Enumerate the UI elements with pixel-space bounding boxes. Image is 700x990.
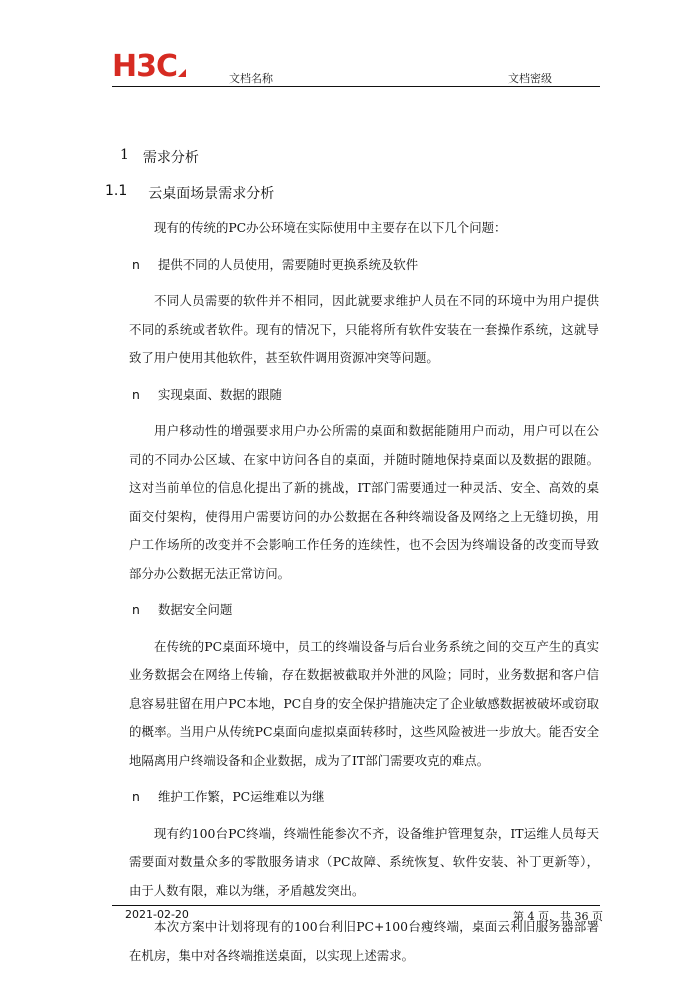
section-heading-1: [120, 147, 199, 167]
bullet-title: 实现桌面、数据的跟随: [158, 386, 282, 402]
paragraph: 不同人员需要的软件并不相同，因此就要求维护人员在不同的环境中为用户提供不同的系统或者软件。现有的情况下，只能将所有软件安装在一套操作系统，这就导致了用户使用其他软件，甚至软件调用资源冲突等问题。: [129, 293, 599, 365]
bullet-item-3: [129, 596, 599, 625]
footer-date: 2021-02-20: [125, 908, 189, 921]
paragraph: 用户移动性的增强要求用户办公所需的桌面和数据能随用户而动，用户可以在公司的不同办公区域、在家中访问各自的桌面，并随时随地保持桌面以及数据的跟随。这对当前单位的信息化提出了新的挑战，IT部门需要通过一种灵活、安全、高效的桌面交付架构，使得用户需要访问的办公数据在各种终端设备及网络之上无缝切换，用户工作场所的改变并不会影响工作任务的连续性，也不会因为终端设备的改变而导致部分办公数据无法正常访问。: [129, 423, 599, 581]
bullet-title: 维护工作繁，PC运维难以为继: [158, 789, 325, 804]
bullet-marker: n: [132, 789, 140, 804]
page-header: [0, 0, 700, 90]
header-doc-title: 文档名称: [229, 72, 273, 85]
logo-triangle-icon: [178, 69, 186, 77]
bullet-title: 提供不同的人员使用，需要随时更换系统及软件: [158, 256, 419, 272]
section-number: 1: [120, 147, 129, 163]
document-body: [129, 214, 599, 970]
bullet-title: 数据安全问题: [158, 602, 233, 617]
paragraph: 在传统的PC桌面环境中，员工的终端设备与后台业务系统之间的交互产生的真实业务数据会在网络上传输，存在数据被截取并外泄的风险；同时，业务数据和客户信息容易驻留在用户PC本地，PC自身的安全保护措施决定了企业敏感数据被破坏或窃取的概率。当用户从传统PC桌面向虚拟桌面转移时，这些风险被进一步放大。能否安全地隔离用户终端设备和企业数据，成为了IT部门需要攻克的难点。: [129, 638, 599, 768]
bullet-marker: n: [132, 256, 140, 272]
header-doc-level: 文档密级: [508, 72, 552, 85]
bullet-item-1: [129, 251, 599, 280]
bullet-marker: n: [132, 602, 140, 617]
paragraph: 现有约100台PC终端，终端性能参次不齐，设备维护管理复杂，IT运维人员每天需要面对数量众多的零散服务请求（PC故障、系统恢复、软件安装、补丁更新等），由于人数有限，难以为继，矛盾越发突出。: [129, 825, 599, 898]
intro-paragraph: 现有的传统的PC办公环境在实际使用中主要存在以下几个问题：: [154, 220, 507, 235]
bullet-item-2: [129, 381, 599, 410]
header-rule: [112, 86, 600, 87]
section-heading-1-1: [105, 183, 274, 203]
footer-page-number: 第 4 页，共 36 页: [513, 910, 603, 923]
bullet-item-4: [129, 783, 599, 812]
section-title: 需求分析: [142, 150, 199, 166]
logo-text: H3C: [112, 49, 177, 84]
closing-paragraph: 本次方案中计划将现有的100台利旧PC+100台瘦终端，桌面云利旧服务器部署在机房，集中对各终端推送桌面，以实现上述需求。: [129, 919, 599, 963]
footer-rule: [112, 905, 600, 906]
bullet-marker: n: [132, 386, 140, 402]
subsection-title: 云桌面场景需求分析: [148, 186, 275, 202]
h3c-logo: [112, 49, 186, 84]
subsection-number: 1.1: [105, 183, 128, 199]
